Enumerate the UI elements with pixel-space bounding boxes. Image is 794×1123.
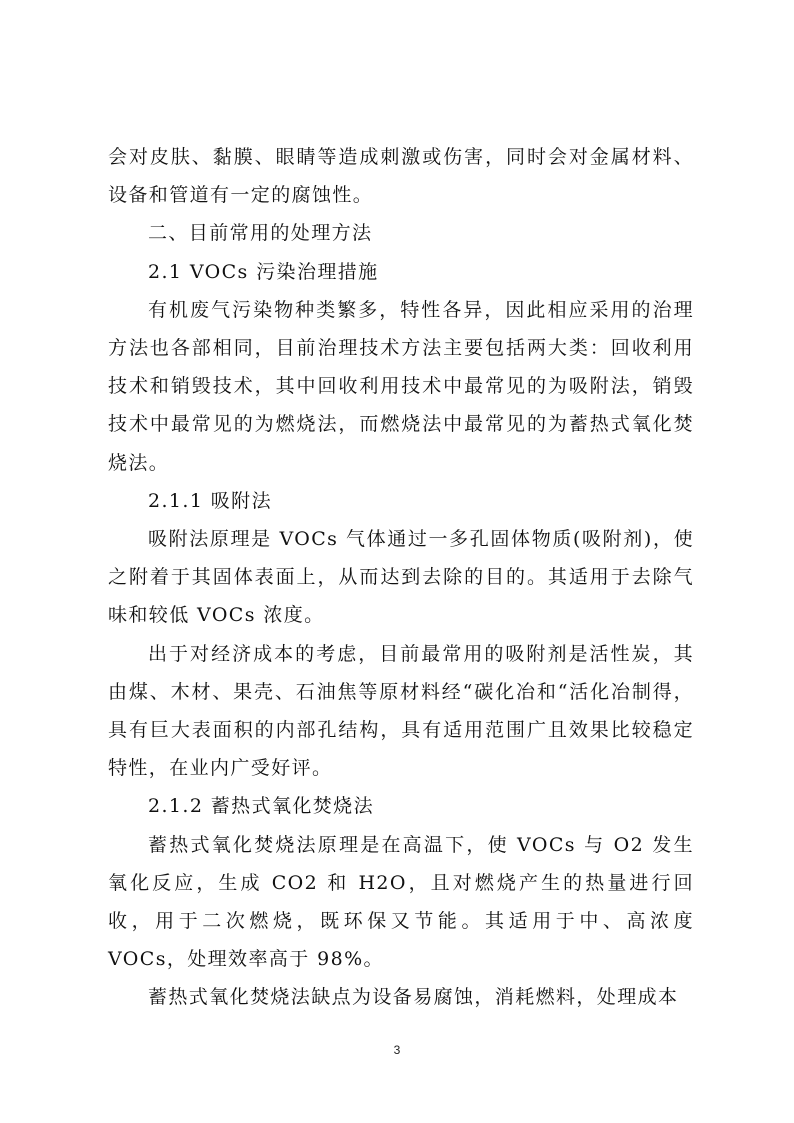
paragraph: 有机废气污染物种类繁多，特性各异，因此相应采用的治理方法也各部相同，目前治理技术方法主要包括两大类：回收利用技术和销毁技术，其中回收利用技术中最常见的为吸附法，销毁技术中最常见的为燃烧法，而燃烧法中最常见的为蓄热式氧化焚烧法。: [108, 298, 694, 474]
section-heading: 二、目前常用的处理方法: [148, 222, 373, 245]
page-number: 3: [393, 1043, 401, 1057]
paragraph: 蓄热式氧化焚烧法原理是在高温下，使 VOCs 与 O2 发生氧化反应，生成 CO2 和 H2O，且对燃烧产生的热量进行回收，用于二次燃烧，既环保又节能。其适用于中、高浓度 VOCs，处理效率高于 98%。: [108, 833, 694, 971]
paragraph: 吸附法原理是 VOCs 气体通过一多孔固体物质(吸附剂)，使之附着于其固体表面上，从而达到去除的目的。其适用于去除气味和较低 VOCs 浓度。: [108, 528, 694, 627]
paragraph: 蓄热式氧化焚烧法缺点为设备易腐蚀，消耗燃料，处理成本: [148, 986, 679, 1009]
subsection-heading: 2.1.2 蓄热式氧化焚烧法: [148, 795, 374, 818]
subsection-heading: 2.1.1 吸附法: [148, 489, 272, 512]
paragraph-continuation: 会对皮肤、黏膜、眼睛等造成刺激或伤害，同时会对金属材料、设备和管道有一定的腐蚀性。: [108, 146, 694, 207]
paragraph: 出于对经济成本的考虑，目前最常用的吸附剂是活性炭，其由煤、木材、果壳、石油焦等原材料经“碳化冶和“活化冶制得，具有巨大表面积的内部孔结构，具有适用范围广且效果比较稳定特性，在业内广受好评。: [108, 642, 694, 780]
subsection-heading: 2.1 VOCs 污染治理措施: [148, 260, 379, 283]
document-body: [108, 138, 694, 1017]
